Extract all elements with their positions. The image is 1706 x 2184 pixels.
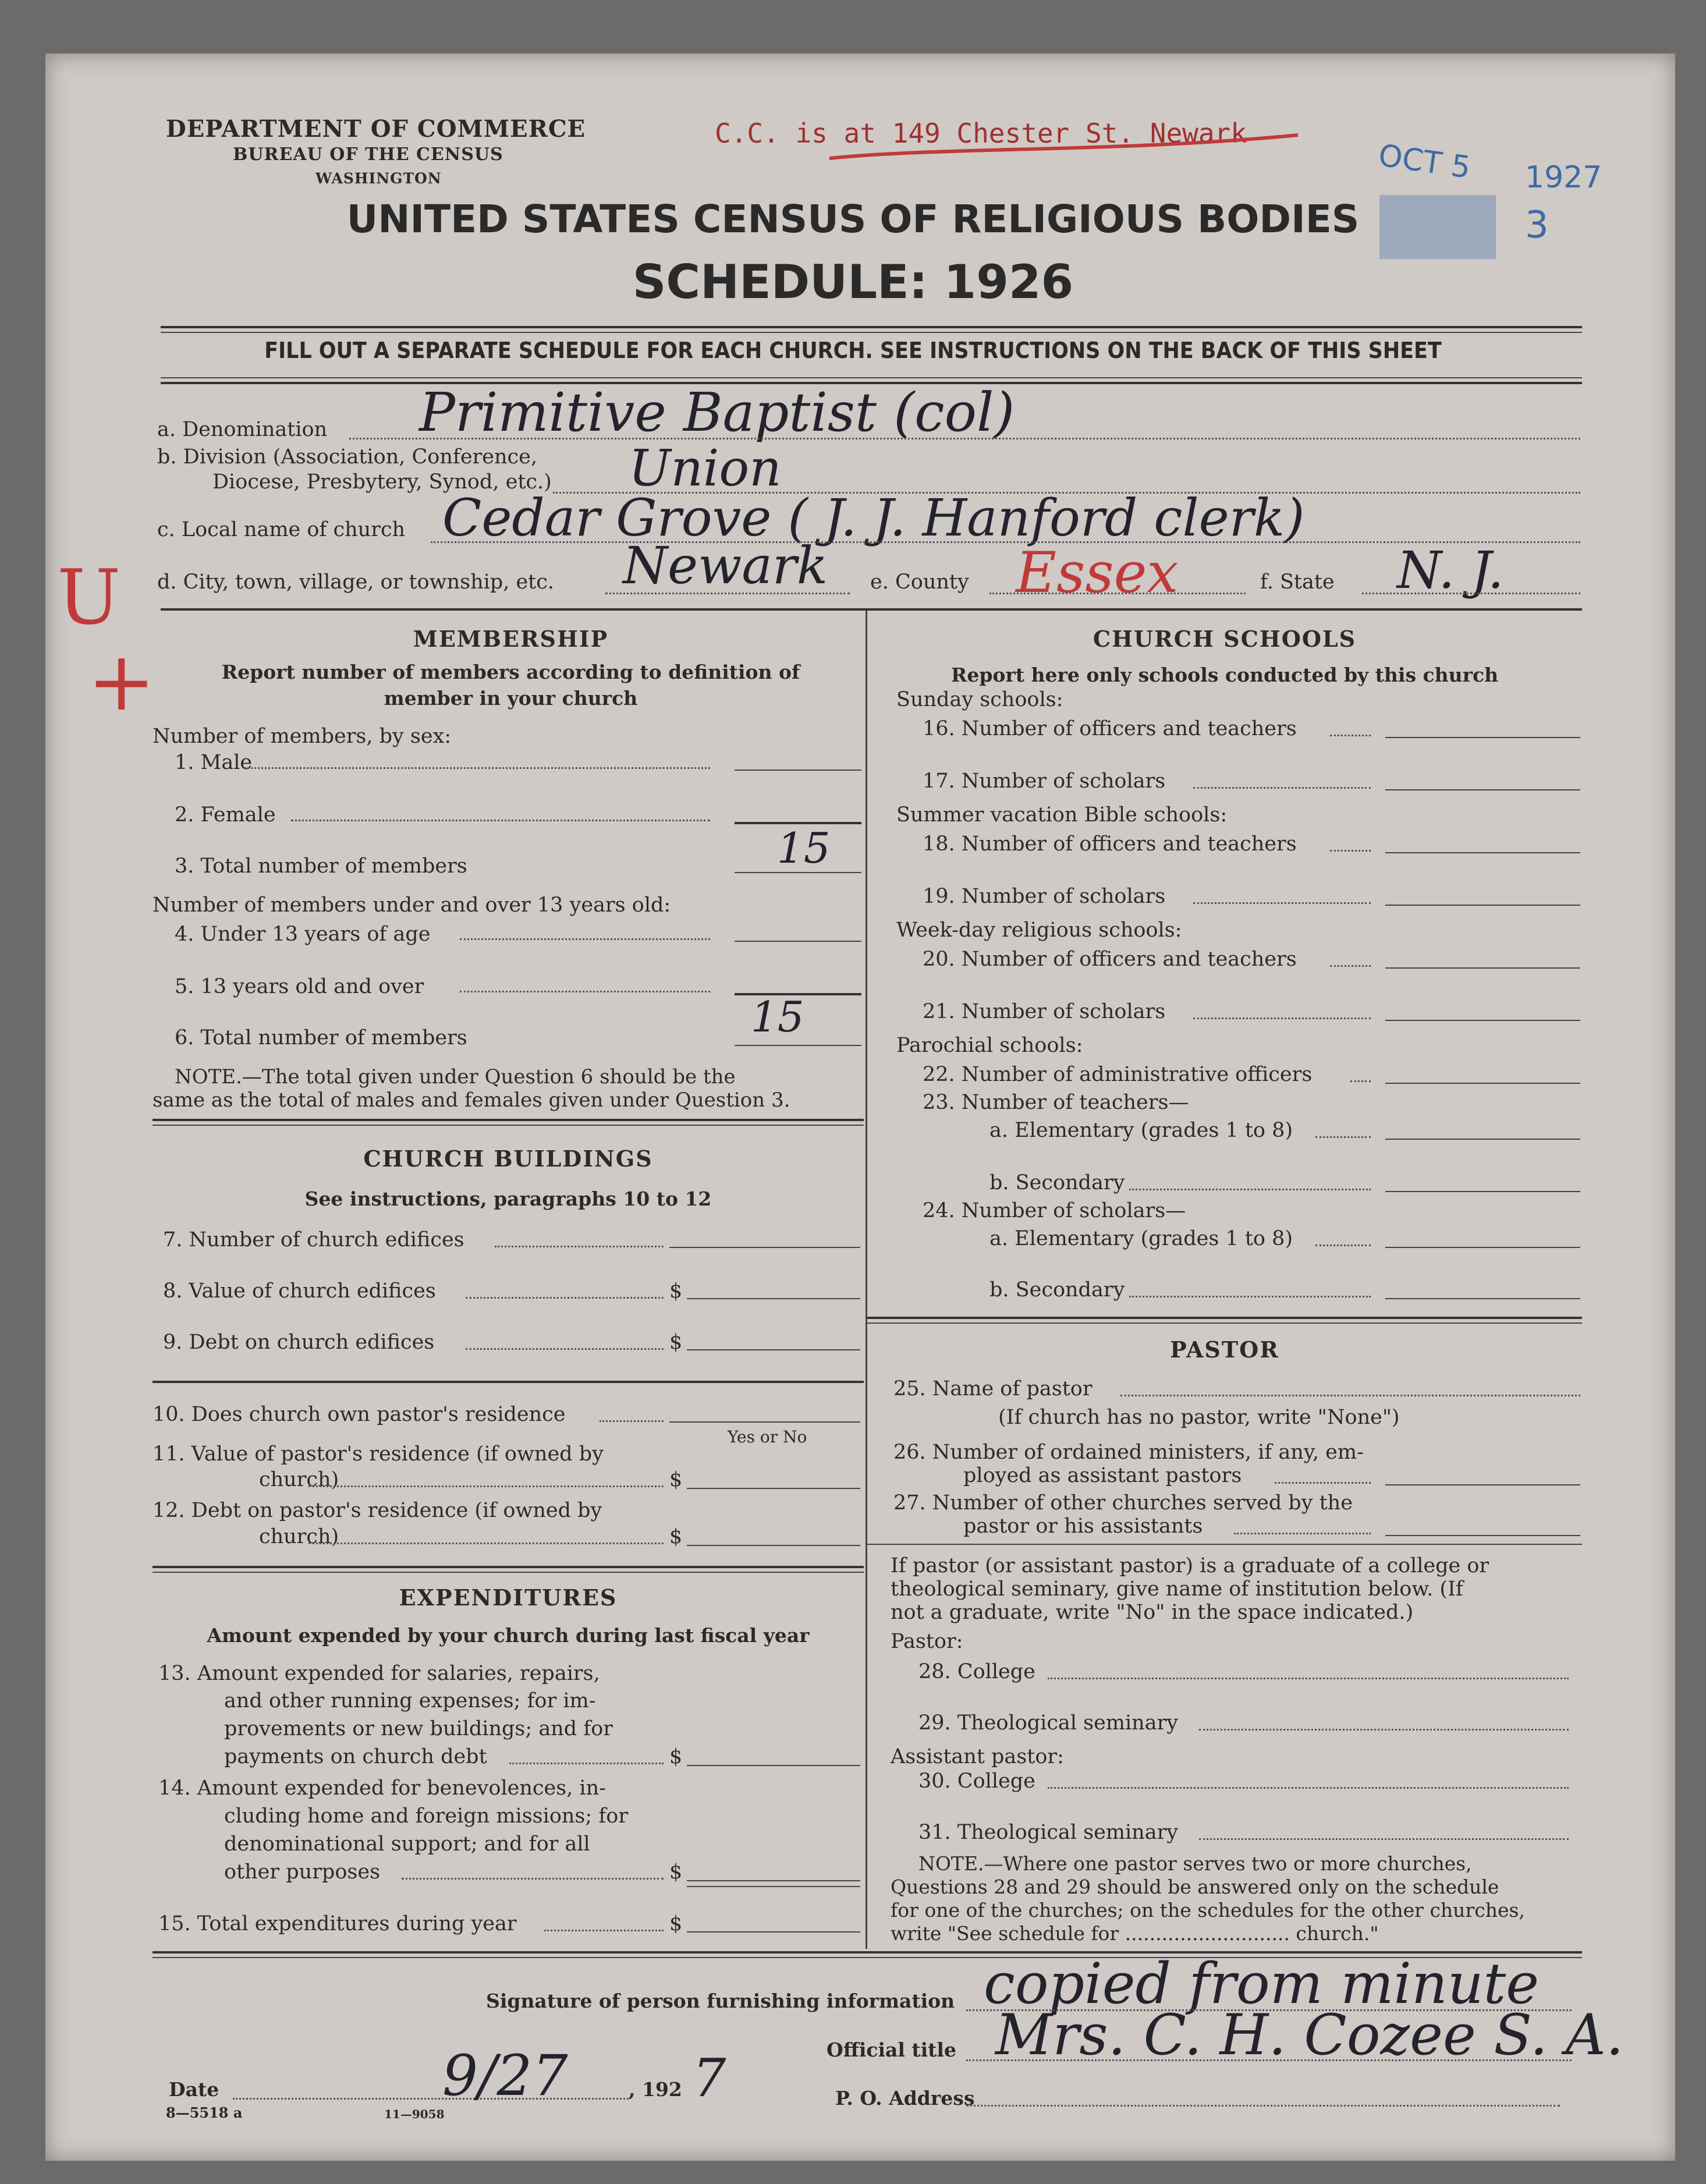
q13-leader: [509, 1763, 664, 1764]
q27-leader: [1234, 1533, 1371, 1534]
q26-label-1: 26. Number of ordained ministers, if any, em-: [893, 1441, 1364, 1464]
denomination-value[interactable]: Primitive Baptist (col): [419, 381, 1015, 444]
q1-answer-line[interactable]: [735, 770, 861, 771]
schools-heading: CHURCH SCHOOLS: [1093, 626, 1357, 652]
membership-sub-1: Report number of members according to definition of: [221, 661, 800, 683]
q8-answer-line[interactable]: [687, 1298, 860, 1299]
membership-note-1: NOTE.—The total given under Question 6 should be the: [175, 1065, 736, 1089]
buildings-sub: See instructions, paragraphs 10 to 12: [304, 1187, 712, 1210]
q18-answer-line[interactable]: [1385, 852, 1580, 853]
q13-label-1: 13. Amount expended for salaries, repairs,: [158, 1662, 600, 1685]
buildings-end-rule: [152, 1566, 864, 1568]
state-value[interactable]: N. J.: [1397, 540, 1504, 600]
header-rule-bottom-thin: [161, 377, 1582, 378]
signature-label: Signature of person furnishing information: [486, 1990, 955, 2012]
q15-label: 15. Total expenditures during year: [158, 1912, 517, 1935]
q1-leader: [244, 767, 710, 769]
schools-sub: Report here only schools conducted by this church: [950, 664, 1499, 686]
denomination-line: [349, 438, 1580, 439]
summer-schools-label: Summer vacation Bible schools:: [896, 803, 1228, 827]
q18-leader: [1330, 850, 1371, 852]
q20-leader: [1330, 965, 1371, 967]
q24b-answer-line[interactable]: [1385, 1298, 1580, 1299]
q25-label: 25. Name of pastor: [893, 1377, 1093, 1401]
q24a-leader: [1315, 1245, 1371, 1246]
buildings-rule: [152, 1381, 864, 1383]
q18-label: 18. Number of officers and teachers: [923, 832, 1297, 856]
q14-double-line: [687, 1886, 860, 1887]
q10-label: 10. Does church own pastor's residence: [152, 1403, 566, 1426]
q17-label: 17. Number of scholars: [923, 770, 1166, 793]
q26-answer-line[interactable]: [1385, 1484, 1580, 1485]
q12-label-2: church): [259, 1525, 339, 1548]
graduate-instruction-1: If pastor (or assistant pastor) is a graduate of a college or: [891, 1554, 1489, 1577]
county-line: [989, 593, 1246, 594]
pastor-heading: PASTOR: [1170, 1336, 1279, 1363]
pastor-note-2: Questions 28 and 29 should be answered only on the schedule: [891, 1875, 1499, 1898]
assistant-pastor-label: Assistant pastor:: [891, 1745, 1064, 1768]
yes-or-no-hint: Yes or No: [728, 1427, 807, 1446]
local-name-label: c. Local name of church: [157, 518, 406, 541]
q12-leader: [308, 1543, 664, 1544]
q9-answer-line[interactable]: [687, 1349, 860, 1350]
q25-note: (If church has no pastor, write "None"): [998, 1406, 1400, 1429]
q21-leader: [1193, 1017, 1371, 1019]
q31-label: 31. Theological seminary: [918, 1821, 1179, 1844]
q31-answer-line[interactable]: [1199, 1838, 1569, 1840]
pastor-label: Pastor:: [891, 1630, 963, 1653]
fill-out-instruction: FILL OUT A SEPARATE SCHEDULE FOR EACH CHURCH. SEE INSTRUCTIONS ON THE BACK OF THIS SHEET: [264, 338, 1442, 363]
q14-dollar: $: [669, 1860, 683, 1884]
q3-answer-line[interactable]: [735, 872, 861, 873]
q23b-label: b. Secondary: [989, 1171, 1125, 1194]
received-year-stamp: 1927: [1525, 160, 1602, 195]
pastor-note-4: write "See schedule for ........................... church.": [891, 1922, 1379, 1945]
state-line: [1362, 593, 1580, 594]
q13-label-3: provements or new buildings; and for: [224, 1717, 613, 1740]
q14-label-3: denominational support; and for all: [224, 1832, 590, 1856]
q15-answer-line[interactable]: [687, 1931, 860, 1933]
column-divider: [866, 610, 867, 1949]
q14-label-4: other purposes: [224, 1860, 381, 1884]
q9-leader: [466, 1348, 664, 1350]
division-label-1: b. Division (Association, Conference,: [157, 445, 537, 469]
q19-leader: [1193, 902, 1371, 904]
q29-answer-line[interactable]: [1199, 1729, 1569, 1731]
q20-label: 20. Number of officers and teachers: [923, 948, 1297, 971]
membership-rule-thin: [152, 1125, 864, 1126]
q13-answer-line[interactable]: [687, 1765, 860, 1766]
sunday-schools-label: Sunday schools:: [896, 688, 1063, 711]
q30-answer-line[interactable]: [1048, 1787, 1569, 1789]
stamp-number: 3: [1525, 204, 1549, 247]
q23b-answer-line[interactable]: [1385, 1191, 1580, 1192]
department-name: DEPARTMENT OF COMMERCE: [166, 115, 586, 143]
q13-label-4: payments on church debt: [224, 1745, 487, 1768]
q28-label: 28. College: [918, 1660, 1035, 1683]
received-date-stamp: OCT 5: [1376, 138, 1473, 186]
q22-leader: [1350, 1080, 1371, 1082]
graduate-instruction-2: theological seminary, give name of institution below. (If: [891, 1577, 1463, 1601]
section-rule: [161, 608, 1582, 611]
q14-leader: [402, 1878, 664, 1880]
form-number: 8—5518 a: [166, 2104, 243, 2121]
q16-label: 16. Number of officers and teachers: [923, 717, 1297, 740]
q13-dollar: $: [669, 1745, 683, 1768]
q27-answer-line[interactable]: [1385, 1535, 1580, 1536]
q24b-label: b. Secondary: [989, 1278, 1125, 1302]
q16-answer-line[interactable]: [1385, 737, 1580, 738]
q10-answer-line[interactable]: [669, 1421, 860, 1423]
q22-label: 22. Number of administrative officers: [923, 1063, 1313, 1086]
form-title: UNITED STATES CENSUS OF RELIGIOUS BODIES: [346, 197, 1360, 242]
city-value[interactable]: Newark: [623, 536, 828, 595]
header-rule-top-thin: [161, 332, 1582, 333]
q27-label-1: 27. Number of other churches served by the: [893, 1491, 1353, 1515]
q23b-leader: [1129, 1189, 1371, 1190]
date-label: Date: [169, 2078, 219, 2101]
q6-answer-line[interactable]: [735, 1045, 861, 1046]
local-name-value[interactable]: Cedar Grove ( J. J. Hanford clerk): [442, 488, 1305, 548]
q24a-label: a. Elementary (grades 1 to 8): [989, 1227, 1293, 1250]
q9-label: 9. Debt on church edifices: [163, 1331, 435, 1354]
q14-label-1: 14. Amount expended for benevolences, in-: [158, 1777, 606, 1800]
q6-label: 6. Total number of members: [175, 1026, 467, 1050]
q27-label-2: pastor or his assistants: [963, 1515, 1203, 1538]
division-label-2: Diocese, Presbytery, Synod, etc.): [212, 470, 552, 494]
q11-dollar: $: [669, 1468, 683, 1491]
q23a-leader: [1315, 1136, 1371, 1138]
margin-mark-u: U: [57, 553, 121, 641]
pastor-note-1: NOTE.—Where one pastor serves two or more churches,: [918, 1852, 1472, 1875]
county-label: e. County: [870, 570, 969, 594]
city-line: [605, 593, 850, 594]
q4-label: 4. Under 13 years of age: [175, 923, 431, 946]
q16-leader: [1330, 735, 1371, 736]
state-label: f. State: [1260, 570, 1335, 594]
q4-answer-line[interactable]: [735, 941, 861, 942]
members-by-age-label: Number of members under and over 13 years old:: [152, 894, 671, 917]
q7-answer-line[interactable]: [669, 1247, 860, 1248]
margin-mark-plus: +: [87, 634, 156, 729]
q12-dollar: $: [669, 1525, 683, 1548]
official-title-value[interactable]: Mrs. C. H. Cozee S. A.: [995, 2002, 1624, 2068]
q3-value[interactable]: 15: [777, 824, 831, 873]
q5-label: 5. 13 years old and over: [175, 975, 424, 998]
expenditures-sub: Amount expended by your church during last fiscal year: [207, 1624, 810, 1647]
q2-label: 2. Female: [175, 803, 276, 827]
graduate-instruction-3: not a graduate, write "No" in the space indicated.): [891, 1601, 1414, 1624]
q14-answer-line[interactable]: [687, 1880, 860, 1881]
official-title-line: [966, 2059, 1572, 2061]
membership-note-2: same as the total of males and females given under Question 3.: [152, 1089, 790, 1112]
q21-answer-line[interactable]: [1385, 1020, 1580, 1021]
parochial-schools-label: Parochial schools:: [896, 1034, 1083, 1057]
q2-leader: [291, 820, 710, 821]
q5-leader: [460, 991, 710, 992]
q15-dollar: $: [669, 1912, 683, 1935]
q9-dollar: $: [669, 1331, 683, 1354]
q26-label-2: ployed as assistant pastors: [963, 1464, 1242, 1487]
po-address-line[interactable]: [966, 2105, 1560, 2107]
q6-value[interactable]: 15: [751, 992, 804, 1041]
q7-label: 7. Number of church edifices: [163, 1228, 464, 1251]
q17-answer-line[interactable]: [1385, 789, 1580, 790]
q26-leader: [1275, 1482, 1371, 1484]
q30-label: 30. College: [918, 1770, 1035, 1793]
q23a-label: a. Elementary (grades 1 to 8): [989, 1119, 1293, 1142]
q21-label: 21. Number of scholars: [923, 1000, 1166, 1023]
q10-leader: [600, 1420, 664, 1422]
typed-address-note: C.C. is at 149 Chester St. Newark: [715, 118, 1247, 149]
q28-answer-line[interactable]: [1048, 1678, 1569, 1679]
bureau-location: WASHINGTON: [315, 170, 442, 187]
q11-label-1: 11. Value of pastor's residence (if owned by: [152, 1442, 604, 1466]
schools-rule-thin: [867, 1323, 1582, 1324]
header-rule-top: [161, 326, 1582, 328]
date-line: [233, 2098, 629, 2100]
membership-heading: MEMBERSHIP: [413, 626, 609, 652]
q4-leader: [460, 938, 710, 940]
q11-label-2: church): [259, 1468, 339, 1491]
membership-rule: [152, 1119, 864, 1121]
red-underline-mark: [827, 129, 1304, 170]
q3-label: 3. Total number of members: [175, 855, 467, 878]
q17-leader: [1193, 787, 1371, 789]
q1-label: 1. Male: [175, 751, 253, 774]
schedule-title: SCHEDULE: 1926: [632, 255, 1074, 309]
q23a-answer-line[interactable]: [1385, 1139, 1580, 1140]
buildings-end-rule-thin: [152, 1572, 864, 1573]
q8-label: 8. Value of church edifices: [163, 1279, 436, 1303]
q20-answer-line[interactable]: [1385, 967, 1580, 969]
q25-answer-line[interactable]: [1120, 1395, 1580, 1396]
city-label: d. City, town, village, or township, etc.: [157, 570, 554, 594]
signature-value[interactable]: copied from minute: [984, 1951, 1540, 2016]
pastor-note-3: for one of the churches; on the schedules for the other churches,: [891, 1899, 1525, 1921]
q22-answer-line[interactable]: [1385, 1083, 1580, 1084]
q23-label: 23. Number of teachers—: [923, 1091, 1189, 1114]
schools-rule: [867, 1317, 1582, 1319]
members-by-sex-label: Number of members, by sex:: [152, 725, 452, 748]
q15-leader: [544, 1930, 664, 1931]
weekday-schools-label: Week-day religious schools:: [896, 919, 1182, 942]
q13-label-2: and other running expenses; for im-: [224, 1689, 596, 1713]
print-number: 11—9058: [384, 2107, 445, 2121]
denomination-label: a. Denomination: [157, 418, 328, 441]
q24-label: 24. Number of scholars—: [923, 1199, 1186, 1222]
q8-dollar: $: [669, 1279, 683, 1303]
year-digit-value[interactable]: 7: [693, 2048, 726, 2109]
q29-label: 29. Theological seminary: [918, 1711, 1179, 1735]
q12-label-1: 12. Debt on pastor's residence (if owned by: [152, 1499, 602, 1522]
q19-label: 19. Number of scholars: [923, 885, 1166, 908]
q24b-leader: [1129, 1296, 1371, 1297]
q8-leader: [466, 1297, 664, 1299]
expenditures-heading: EXPENDITURES: [399, 1584, 618, 1611]
official-title-label: Official title: [827, 2038, 956, 2061]
bureau-name: BUREAU OF THE CENSUS: [233, 144, 503, 165]
po-address-label: P. O. Address: [835, 2087, 975, 2109]
q7-leader: [495, 1246, 664, 1247]
q12-answer-line[interactable]: [687, 1545, 860, 1546]
q24a-answer-line[interactable]: [1385, 1247, 1580, 1248]
year-prefix: , 192: [629, 2078, 682, 2101]
division-value[interactable]: Union: [629, 439, 782, 498]
q19-answer-line[interactable]: [1385, 905, 1580, 906]
pastor-rule: [867, 1544, 1582, 1545]
q11-leader: [308, 1485, 664, 1487]
date-value[interactable]: 9/27: [442, 2043, 568, 2108]
q11-answer-line[interactable]: [687, 1488, 860, 1489]
membership-sub-2: member in your church: [384, 687, 638, 710]
county-value[interactable]: Essex: [1016, 540, 1179, 605]
buildings-heading: CHURCH BUILDINGS: [363, 1146, 653, 1172]
q14-label-2: cluding home and foreign missions; for: [224, 1804, 629, 1828]
